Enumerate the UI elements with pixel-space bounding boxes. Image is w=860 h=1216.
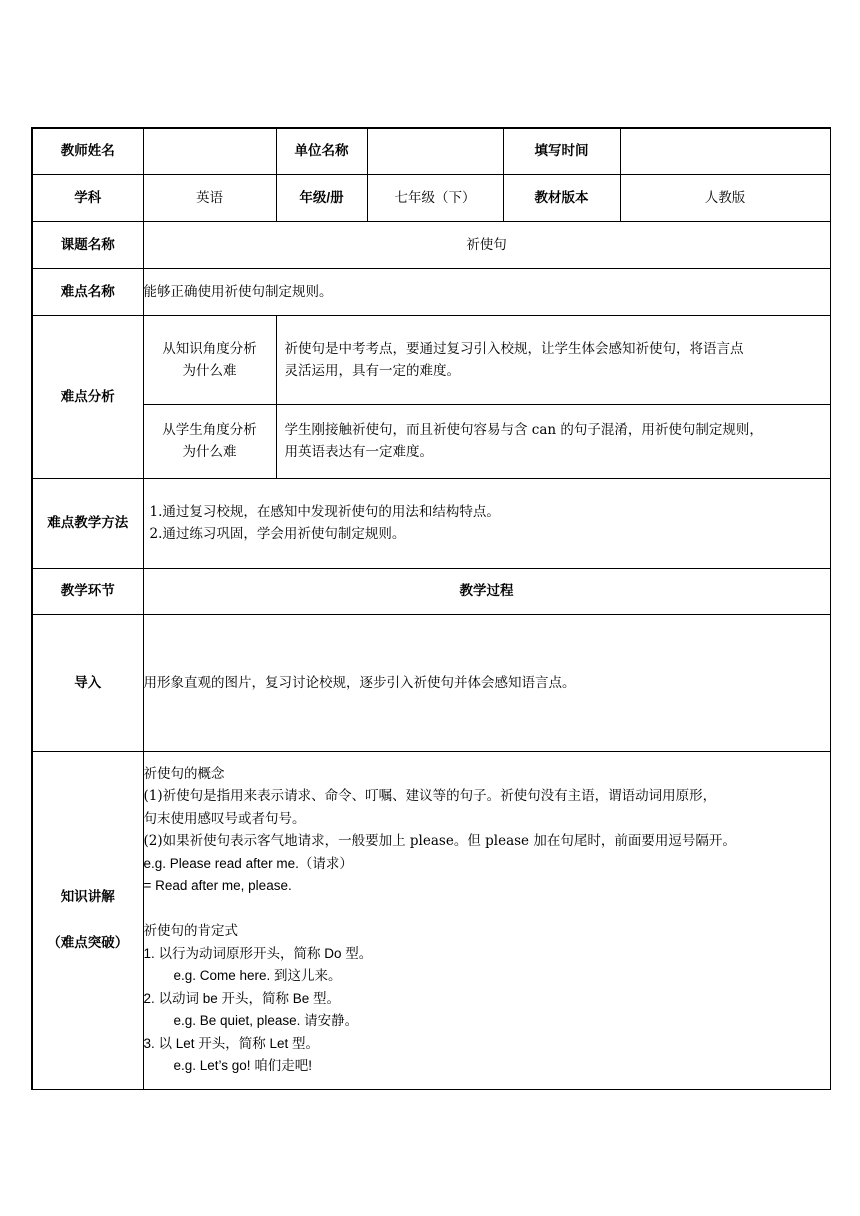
topic-label: 课题名称 [32, 221, 143, 268]
point1-line1: (1)祈使句是指用来表示请求、命令、叮嘱、建议等的句子。祈使句没有主语，谓语动词用原形， [143, 788, 717, 804]
method-label: 难点教学方法 [32, 478, 143, 568]
knowledge-label [32, 751, 143, 1089]
subject-label: 学科 [32, 174, 143, 221]
teacher-name-label: 教师姓名 [32, 128, 143, 174]
analysis-label: 难点分析 [32, 315, 143, 478]
type2-example: e.g. Be quiet, please. 请安静。 [173, 1013, 359, 1028]
point2-line: (2)如果祈使句表示客气地请求，一般要加上 please。但 please 加在句尾时，前面要用逗号隔开。 [143, 833, 736, 849]
knowledge-label-line2: （难点突破） [47, 935, 129, 950]
concept-title: 祈使句的概念 [143, 765, 225, 782]
type3-line: 3. 以 Let 开头，简称 Let 型。 [143, 1035, 320, 1051]
difficulty-row [32, 268, 830, 315]
knowledge-angle-label [143, 315, 276, 404]
subject-row [32, 174, 830, 221]
type2-line: 2. 以动词 be 开头，简称 Be 型。 [143, 990, 341, 1006]
analysis-student-row [32, 404, 830, 478]
example1: e.g. Please read after me.（请求） [143, 855, 353, 871]
topic-value: 祈使句 [143, 221, 830, 268]
process-header-row [32, 568, 830, 614]
edition-value: 人教版 [620, 174, 830, 221]
knowledge-content [143, 751, 830, 1089]
edition-label: 教材版本 [503, 174, 620, 221]
header-row [32, 128, 830, 174]
unit-name-value[interactable] [367, 128, 503, 174]
method-line1: 1.通过复习校规，在感知中发现祈使句的用法和结构特点。 [149, 504, 500, 520]
knowledge-label-line1: 知识讲解 [60, 889, 115, 904]
analysis-knowledge-row [32, 315, 830, 404]
method-text [143, 478, 830, 568]
teacher-name-value[interactable] [143, 128, 276, 174]
topic-row [32, 221, 830, 268]
student-angle-label-line2: 为什么难 [182, 444, 237, 460]
student-angle-text [276, 404, 830, 478]
type1-line: 1. 以行为动词原形开头，简称 Do 型。 [143, 945, 373, 961]
student-angle-text-line2: 用英语表达有一定难度。 [284, 444, 433, 460]
stage-header-label: 教学环节 [32, 568, 143, 614]
student-angle-text-line1: 学生刚接触祈使句，而且祈使句容易与含 can 的句子混淆，用祈使句制定规则， [284, 422, 763, 438]
grade-label: 年级/册 [276, 174, 367, 221]
knowledge-angle-label-line1: 从知识角度分析 [162, 340, 257, 357]
student-angle-label [143, 404, 276, 478]
method-line2: 2.通过练习巩固，学会用祈使句制定规则。 [149, 526, 406, 542]
knowledge-angle-text-line1: 祈使句是中考考点，要通过复习引入校规，让学生体会感知祈使句，将语言点 [284, 340, 744, 357]
intro-label: 导入 [32, 614, 143, 751]
difficulty-label: 难点名称 [32, 268, 143, 315]
type3-example: e.g. Let’s go! 咱们走吧! [173, 1058, 313, 1073]
student-angle-label-line1: 从学生角度分析 [162, 422, 257, 438]
process-header-label: 教学过程 [143, 568, 830, 614]
fill-time-label: 填写时间 [503, 128, 620, 174]
difficulty-value: 能够正确使用祈使句制定规则。 [143, 268, 830, 315]
intro-row [32, 614, 830, 751]
knowledge-row [32, 751, 830, 1089]
lesson-plan-table [31, 127, 831, 1090]
knowledge-angle-text-line2: 灵活运用，具有一定的难度。 [284, 362, 460, 379]
fill-time-value[interactable] [620, 128, 830, 174]
spacer [144, 898, 830, 921]
knowledge-angle-label-line2: 为什么难 [182, 362, 237, 379]
subject-value: 英语 [143, 174, 276, 221]
unit-name-label: 单位名称 [276, 128, 367, 174]
affirm-title: 祈使句的肯定式 [143, 923, 238, 939]
method-row [32, 478, 830, 568]
grade-value: 七年级（下） [367, 174, 503, 221]
intro-text: 用形象直观的图片，复习讨论校规，逐步引入祈使句并体会感知语言点。 [143, 614, 830, 751]
type1-example: e.g. Come here. 到这儿来。 [173, 968, 342, 983]
knowledge-angle-text [276, 315, 830, 404]
point1-line2: 句末使用感叹号或者句号。 [143, 810, 306, 827]
example1-alt: = Read after me, please. [143, 878, 292, 893]
